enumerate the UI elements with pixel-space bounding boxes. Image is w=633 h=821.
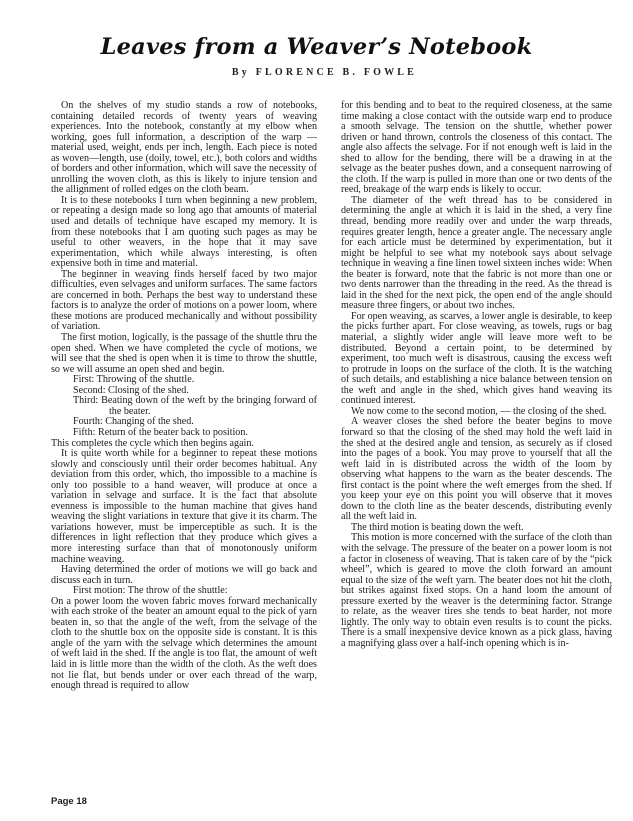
left-column [51, 101, 317, 692]
paragraph: It is to these notebooks I turn when beginning a new problem, or repeating a design made so long ago that amounts of material used and details of technique have escaped my memory. It is from these notebooks that I am quoting such pages as may be useful to other weavers, in the hope that it may save experimentation, which while always interesting, is often expensive both in time and material. [51, 194, 317, 270]
paragraph: The diameter of the weft thread has to be considered in determining the angle at which it is laid in the shed, a very fine thread, bending more readily over and under the warp threads, requires greater length, hence a greater angle. The necessary angle for each article must be determined by experimentation, but it might be helpful to see what my notebook says about selvage technique in weaving a fine linen towel sixteen inches wide: When the beater is forward, note that the fabric is not more than one or two dents narrower than the threading in the reed. As the thread is laid in the shed for the next pick, the open end of the angle should measure three fingers, or about two inches. [341, 194, 612, 312]
paragraph: This motion is more concerned with the surface of the cloth than with the selvage. The pressure of the beater on a power loom is not a factor in closeness of weaving. That is taken care of by the “pick wheel”, which is geared to move the cloth forward an amount equal to the size of the weft yarn. The beater does not hit the cloth, but strikes against fixed stops. On a hand loom the amount of pressure exerted by the weaver is the determining factor. Strange to relate, as the weaver tires she tends to beat harder, not more lightly. The only way to obtain even results is to count the picks. There is a small inexpensive device known as a pick glass, having a magnifying glass over a half-inch opening which is in- [341, 532, 612, 649]
paragraph: It is quite worth while for a beginner to repeat these motions slowly and consciously until their order becomes habitual. Any deviation from this order, which, tho impossible to a machine is only too possible to a hand weaver, will produce at once a variation in selvage and surface. It is the fact that absolute evenness is impossible to the human machine that gives hand weaving the slight variations in texture that give it its charm. The variations however, must be imperceptible as such. It is the differences in light reflection that they produce which gives a more interesting surface than that of monotonously uniform machine weaving. [51, 448, 317, 565]
paragraph: for this bending and to beat to the required closeness, at the same time making a close contact with the outside warp end to produce a smooth selvage. The tension on the shuttle, whether power driven or hand thrown, controls the closeness of this contact. The angle also affects the selvage. For if not enough weft is laid in the shed to allow for the bending, there will be a drawing in at the selvage as the beater pushes down, and a consequent narrowing of the cloth. If the warp is pulled in more than one or two dents of the reed, breakage of the warp ends is likely to occur. [341, 100, 612, 196]
paragraph: We now come to the second motion, — the closing of the shed. [351, 405, 607, 417]
first-motion-heading: First motion: The throw of the shuttle: [73, 585, 228, 597]
motions-list-item: Third: Beating down of the weft by the bringing forward of the beater. [73, 395, 317, 417]
motions-list-item: Second: Closing of the shed. [73, 384, 189, 396]
cycle-note: This completes the cycle which then begins again. [51, 437, 254, 449]
right-column [341, 101, 612, 649]
paragraph: For open weaving, as scarves, a lower angle is desirable, to keep the picks further apart. For close weaving, as towels, rugs or bag material, a slightly wider angle will leave more weft to be distributed. Beyond a certain point, to be determined by experiment, too much weft is disastrous, causing the excess weft to protrude in loops on the surface of the cloth. It is the watching of such details, and establishing a nice balance between tension on the weft and angle in the shed, which gives hand weaving its continued interest. [341, 310, 612, 407]
paragraph: A weaver closes the shed before the beater begins to move forward so that the closing of the shed may hold the weft laid in the shed at the desired angle and tension, as securely as if closed into the pages of a book. You may prove to yourself that all the weft laid in is distributed across the width of the loom by observing what happens to the warn as the beater descends. The first contact is the point where the weft emerges from the shed. If you keep your eye on this point you will observe that it moves down to the cloth line as the beater descends, distributing evenly all the weft laid in. [341, 416, 612, 523]
motions-list [51, 375, 317, 438]
paragraph: Having determined the order of motions we will go back and discuss each in turn. [51, 564, 317, 586]
paragraph: The third motion is beating down the weft. [351, 521, 524, 533]
motions-list-item: Fourth: Changing of the shed. [73, 416, 194, 428]
paragraph: On the shelves of my studio stands a row of notebooks, containing detailed records of twenty years of weaving experiences. Into the notebook, constantly at my elbow when working, goes full information, a description of the warp — material used, weight, ends per inch, length. Each piece is noted as woven—length, use (doily, towel, etc.), both colors and widths of borders and other information, which will save the necessity of unrolling the woven cloth, as this is likely to injure tension and the allignment of rolled edges on the cloth beam. [51, 100, 317, 196]
motions-list-item: Fifth: Return of the beater back to position. [73, 426, 248, 438]
paragraph: On a power loom the woven fabric moves forward mechanically with each stroke of the beater an amount equal to the pick of yarn beaten in, so that the angle of the weft, from the selvage of the cloth to the shuttle box on the opposite side is constant. It is this angle of the yarn with the selvage which determines the amount of weft laid in the shed. If the angle is too flat, the amount of weft laid in is little more than the width of the cloth. As the weft does not lie flat, but bends under or over each thread of the warp, enough thread is required to allow [51, 595, 318, 692]
article-title: Leaves from a Weaver’s Notebook [100, 34, 533, 60]
article-byline: By FLORENCE B. FOWLE [231, 67, 418, 78]
paragraph: The beginner in weaving finds herself faced by two major difficulties, even selvages and uniform surfaces. The same factors are concerned in both. Perhaps the best way to understand these factors is to analyze the order of motions on a power loom, where these motions are produced mechanically and without possibility of variation. [51, 268, 317, 333]
page-number: Page 18 [51, 796, 87, 807]
paragraph: The first motion, logically, is the passage of the shuttle thru the open shed. When we have completed the cycle of motions, we will see that the shed is open when it is time to throw the shuttle, so we will assume an open shed and begin. [51, 332, 317, 375]
motions-list-item: First: Throwing of the shuttle. [73, 374, 195, 386]
